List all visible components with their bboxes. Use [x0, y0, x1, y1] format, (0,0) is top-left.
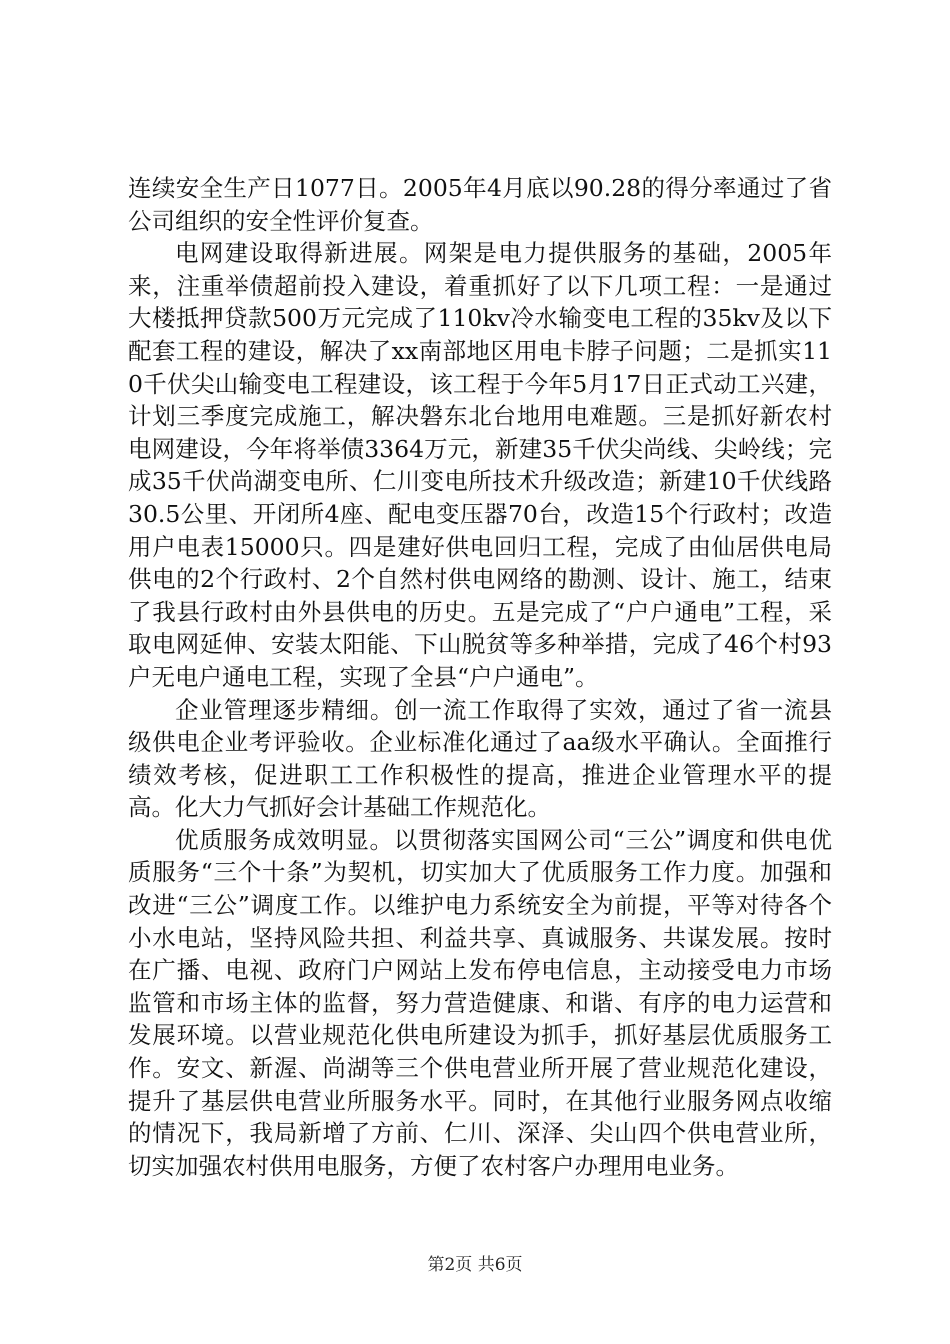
paragraph-safety-continuation: 连续安全生产日1077日。2005年4月底以90.28的得分率通过了省公司组织的安全性评价复查。 — [128, 174, 832, 235]
paragraph-grid-construction: 电网建设取得新进展。网架是电力提供服务的基础，2005年来，注重举债超前投入建设，着重抓好了以下几项工程：一是通过大楼抵押贷款500万元完成了110kv冷水输变电工程的35kv及以下配套工程的建设，解决了xx南部地区用电卡脖子问题；二是抓实110千伏尖山输变电工程建设，该工程于今年5月17日正式动工兴建，计划三季度完成施工，解决磐东北台地用电难题。三是抓好新农村电网建设，今年将举债3364万元，新建35千伏尖尚线、尖岭线；完成35千伏尚湖变电所、仁川变电所技术升级改造；新建10千伏线路30.5公里、开闭所4座、配电变压器70台，改造15个行政村；改造用户电表15000只。四是建好供电回归工程，完成了由仙居供电局供电的2个行政村、2个自然村供电网络的勘测、设计、施工，结束了我县行政村由外县供电的历史。五是完成了“户户通电”工程，采取电网延伸、安装太阳能、下山脱贫等多种举措，完成了46个村93户无电户通电工程，实现了全县“户户通电”。 — [128, 239, 832, 691]
paragraph-quality-service: 优质服务成效明显。以贯彻落实国网公司“三公”调度和供电优质服务“三个十条”为契机，切实加大了优质服务工作力度。加强和改进“三公”调度工作。以维护电力系统安全为前提，平等对待各个小水电站，坚持风险共担、利益共享、真诚服务、共谋发展。按时在广播、电视、政府门户网站上发布停电信息，主动接受电力市场监管和市场主体的监督，努力营造健康、和谐、有序的电力运营和发展环境。以营业规范化供电所建设为抓手，抓好基层优质服务工作。安文、新渥、尚湖等三个供电营业所开展了营业规范化建设，提升了基层供电营业所服务水平。同时，在其他行业服务网点收缩的情况下，我局新增了方前、仁川、深泽、尖山四个供电营业所，切实加强农村供用电服务，方便了农村客户办理用电业务。 — [128, 825, 832, 1180]
page-number-footer: 第2页 共6页 — [427, 1255, 523, 1275]
paragraph-enterprise-management: 企业管理逐步精细。创一流工作取得了实效，通过了省一流县级供电企业考评验收。企业标准化通过了aa级水平确认。全面推行绩效考核，促进职工工作积极性的提高，推进企业管理水平的提高。化大力气抓好会计基础工作规范化。 — [128, 695, 832, 822]
document-body — [128, 172, 832, 1182]
